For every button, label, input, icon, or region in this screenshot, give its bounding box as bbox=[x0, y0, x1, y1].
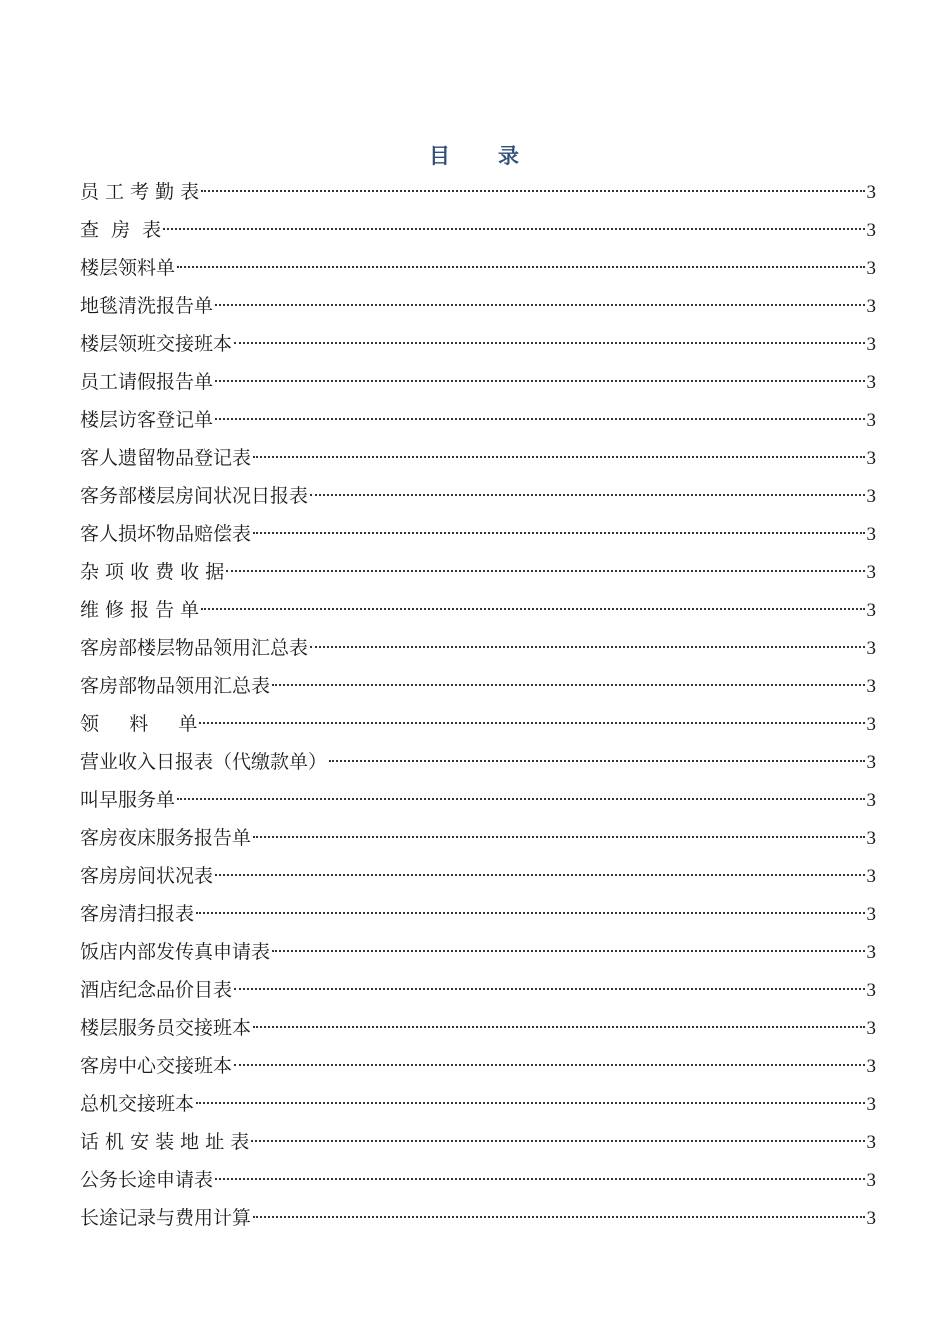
toc-dot-leader bbox=[272, 684, 864, 686]
toc-entry[interactable] bbox=[80, 173, 876, 211]
toc-entry[interactable] bbox=[80, 819, 876, 857]
toc-entry[interactable] bbox=[80, 781, 876, 819]
toc-dot-leader bbox=[251, 1140, 864, 1142]
toc-entry-label: 客房清扫报表 bbox=[80, 903, 195, 925]
toc-dot-leader bbox=[215, 1178, 864, 1180]
toc-dot-leader bbox=[196, 1102, 864, 1104]
toc-entry[interactable] bbox=[80, 1009, 876, 1047]
toc-entry[interactable] bbox=[80, 743, 876, 781]
toc-entry[interactable] bbox=[80, 553, 876, 591]
toc-entry[interactable] bbox=[80, 401, 876, 439]
toc-entry[interactable] bbox=[80, 1123, 876, 1161]
toc-entry-page-number: 3 bbox=[866, 904, 876, 925]
toc-dot-leader bbox=[253, 532, 864, 534]
toc-dot-leader bbox=[196, 912, 864, 914]
toc-entry[interactable] bbox=[80, 515, 876, 553]
toc-entry-label: 酒店纪念品价目表 bbox=[80, 979, 233, 1001]
toc-entry-label: 叫早服务单 bbox=[80, 789, 176, 811]
toc-entry[interactable] bbox=[80, 971, 876, 1009]
toc-dot-leader bbox=[272, 950, 864, 952]
toc-entry-page-number: 3 bbox=[866, 676, 876, 697]
toc-entry-page-number: 3 bbox=[866, 942, 876, 963]
toc-entry-page-number: 3 bbox=[866, 258, 876, 279]
toc-entry-page-number: 3 bbox=[866, 1170, 876, 1191]
toc-entry-page-number: 3 bbox=[866, 714, 876, 735]
toc-entry[interactable] bbox=[80, 1161, 876, 1199]
toc-entry-page-number: 3 bbox=[866, 182, 876, 203]
toc-entry[interactable] bbox=[80, 857, 876, 895]
toc-entry-page-number: 3 bbox=[866, 486, 876, 507]
toc-entry-label: 杂 项 收 费 收 据 bbox=[80, 561, 225, 583]
toc-entry-label: 客房房间状况表 bbox=[80, 865, 214, 887]
toc-entry-label: 客人损坏物品赔偿表 bbox=[80, 523, 252, 545]
toc-dot-leader bbox=[215, 418, 864, 420]
toc-entry[interactable] bbox=[80, 895, 876, 933]
toc-dot-leader bbox=[253, 456, 864, 458]
toc-entry-label: 饭店内部发传真申请表 bbox=[80, 941, 271, 963]
toc-dot-leader bbox=[253, 1026, 864, 1028]
toc-entry[interactable] bbox=[80, 705, 876, 743]
toc-entry[interactable] bbox=[80, 477, 876, 515]
toc-entry-page-number: 3 bbox=[866, 1132, 876, 1153]
toc-entry-label: 客房夜床服务报告单 bbox=[80, 827, 252, 849]
toc-dot-leader bbox=[310, 646, 864, 648]
toc-title bbox=[0, 140, 950, 170]
toc-dot-leader bbox=[234, 342, 864, 344]
toc-entry-label: 长途记录与费用计算 bbox=[80, 1207, 252, 1229]
toc-entry-page-number: 3 bbox=[866, 866, 876, 887]
toc-dot-leader bbox=[253, 1216, 864, 1218]
toc-entry-page-number: 3 bbox=[866, 448, 876, 469]
toc-entry-page-number: 3 bbox=[866, 638, 876, 659]
toc-entry-label: 话 机 安 装 地 址 表 bbox=[80, 1131, 250, 1153]
toc-entry[interactable] bbox=[80, 287, 876, 325]
toc-entry-label: 维 修 报 告 单 bbox=[80, 599, 200, 621]
toc-entry-label: 公务长途申请表 bbox=[80, 1169, 214, 1191]
toc-title-part-1: 目 bbox=[429, 143, 452, 168]
toc-entry-label: 客务部楼层房间状况日报表 bbox=[80, 485, 309, 507]
toc-title-part-2: 录 bbox=[498, 143, 521, 168]
toc-entry-page-number: 3 bbox=[866, 220, 876, 241]
toc-dot-leader bbox=[215, 874, 864, 876]
toc-entry-page-number: 3 bbox=[866, 410, 876, 431]
toc-entry[interactable] bbox=[80, 211, 876, 249]
toc-entry[interactable] bbox=[80, 249, 876, 287]
toc-dot-leader bbox=[234, 988, 864, 990]
toc-entry-label: 楼层服务员交接班本 bbox=[80, 1017, 252, 1039]
toc-entry-page-number: 3 bbox=[866, 334, 876, 355]
toc-entry-label: 总机交接班本 bbox=[80, 1093, 195, 1115]
toc-entry-label: 员 工 考 勤 表 bbox=[80, 181, 200, 203]
toc-entry-label: 地毯清洗报告单 bbox=[80, 295, 214, 317]
toc-entry-page-number: 3 bbox=[866, 296, 876, 317]
toc-entry-page-number: 3 bbox=[866, 1094, 876, 1115]
toc-dot-leader bbox=[329, 760, 864, 762]
toc-entry[interactable] bbox=[80, 933, 876, 971]
toc-entry-label: 楼层领班交接班本 bbox=[80, 333, 233, 355]
toc-entry-label: 客房中心交接班本 bbox=[80, 1055, 233, 1077]
toc-entry-page-number: 3 bbox=[866, 752, 876, 773]
toc-entry-label: 营业收入日报表（代缴款单） bbox=[80, 751, 328, 773]
toc-entry-label: 领 料 单 bbox=[80, 713, 198, 735]
toc-entry-label: 楼层访客登记单 bbox=[80, 409, 214, 431]
toc-entry-page-number: 3 bbox=[866, 562, 876, 583]
toc-entry-label: 客人遗留物品登记表 bbox=[80, 447, 252, 469]
toc-dot-leader bbox=[201, 190, 864, 192]
toc-entry[interactable] bbox=[80, 325, 876, 363]
toc-dot-leader bbox=[163, 228, 864, 230]
toc-entry-page-number: 3 bbox=[866, 372, 876, 393]
toc-entry-page-number: 3 bbox=[866, 524, 876, 545]
toc-entry[interactable] bbox=[80, 1047, 876, 1085]
toc-entry[interactable] bbox=[80, 629, 876, 667]
toc-entry[interactable] bbox=[80, 439, 876, 477]
toc-list bbox=[80, 173, 876, 1237]
toc-entry-page-number: 3 bbox=[866, 1018, 876, 1039]
toc-entry-label: 客房部楼层物品领用汇总表 bbox=[80, 637, 309, 659]
toc-dot-leader bbox=[215, 380, 864, 382]
toc-dot-leader bbox=[234, 1064, 864, 1066]
toc-entry[interactable] bbox=[80, 1085, 876, 1123]
toc-entry-page-number: 3 bbox=[866, 600, 876, 621]
toc-entry-page-number: 3 bbox=[866, 828, 876, 849]
toc-entry-page-number: 3 bbox=[866, 980, 876, 1001]
toc-entry-label: 查 房 表 bbox=[80, 219, 162, 241]
toc-entry-page-number: 3 bbox=[866, 790, 876, 811]
toc-entry[interactable] bbox=[80, 591, 876, 629]
toc-dot-leader bbox=[199, 722, 864, 724]
toc-entry-page-number: 3 bbox=[866, 1208, 876, 1229]
toc-dot-leader bbox=[201, 608, 864, 610]
toc-entry[interactable] bbox=[80, 363, 876, 401]
toc-dot-leader bbox=[310, 494, 864, 496]
toc-entry-label: 楼层领料单 bbox=[80, 257, 176, 279]
toc-dot-leader bbox=[215, 304, 864, 306]
toc-entry-page-number: 3 bbox=[866, 1056, 876, 1077]
toc-dot-leader bbox=[177, 266, 864, 268]
toc-dot-leader bbox=[177, 798, 864, 800]
toc-entry-label: 客房部物品领用汇总表 bbox=[80, 675, 271, 697]
toc-dot-leader bbox=[253, 836, 864, 838]
toc-entry[interactable] bbox=[80, 667, 876, 705]
toc-entry-label: 员工请假报告单 bbox=[80, 371, 214, 393]
toc-entry[interactable] bbox=[80, 1199, 876, 1237]
toc-dot-leader bbox=[226, 570, 864, 572]
